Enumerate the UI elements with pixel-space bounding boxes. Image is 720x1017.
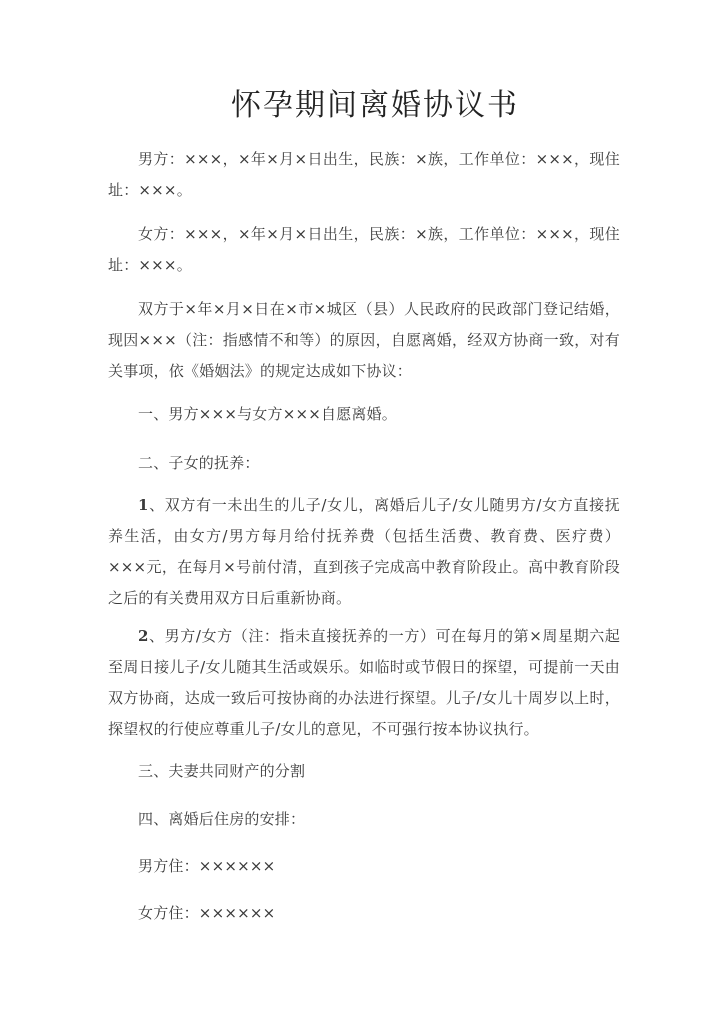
male-residence: 男方住：×××××× [138, 857, 276, 875]
paragraph-female-party: 女方：×××，×年×月×日出生，民族：×族，工作单位：×××，现住址：×××。 [108, 225, 620, 274]
clause-2-item-1 [108, 490, 620, 614]
clause-4-heading: 四、离婚后住房的安排： [138, 810, 306, 828]
paragraph-male-party: 男方：×××，×年×月×日出生，民族：×族，工作单位：×××，现住址：×××。 [108, 150, 620, 199]
female-residence: 女方住：×××××× [138, 904, 276, 922]
paragraph-preamble: 双方于×年×月×日在×市×城区（县）人民政府的民政部门登记结婚，现因×××（注：指感情不和等）的原因，自愿离婚，经双方协商一致，对有关事项，依《婚姻法》的规定达成如下协议： [108, 300, 620, 380]
item-text: 、男方/女方（注：指未直接抚养的一方）可在每月的第×周星期六起至周日接儿子/女儿随其生活或娱乐。如临时或节假日的探望，可提前一天由双方协商，达成一致后可按协商的办法进行探望。儿子/女儿十周岁以上时，探望权的行使应尊重儿子/女儿的意见，不可强行按本协议执行。 [108, 627, 620, 738]
clause-1: 一、男方×××与女方×××自愿离婚。 [138, 405, 398, 423]
item-number: 2 [138, 627, 149, 645]
item-number: 1 [138, 496, 149, 514]
clause-2-heading: 二、子女的抚养： [138, 454, 260, 472]
document-title: 怀孕期间离婚协议书 [231, 88, 519, 123]
clause-3: 三、夫妻共同财产的分割 [138, 762, 306, 780]
clause-2-item-2 [108, 621, 620, 745]
item-text: 、双方有一未出生的儿子/女儿，离婚后儿子/女儿随男方/女方直接抚养生活，由女方/男方每月给付抚养费（包括生活费、教育费、医疗费）×××元，在每月×号前付清，直到孩子完成高中教育阶段止。高中教育阶段之后的有关费用双方日后重新协商。 [108, 496, 620, 607]
